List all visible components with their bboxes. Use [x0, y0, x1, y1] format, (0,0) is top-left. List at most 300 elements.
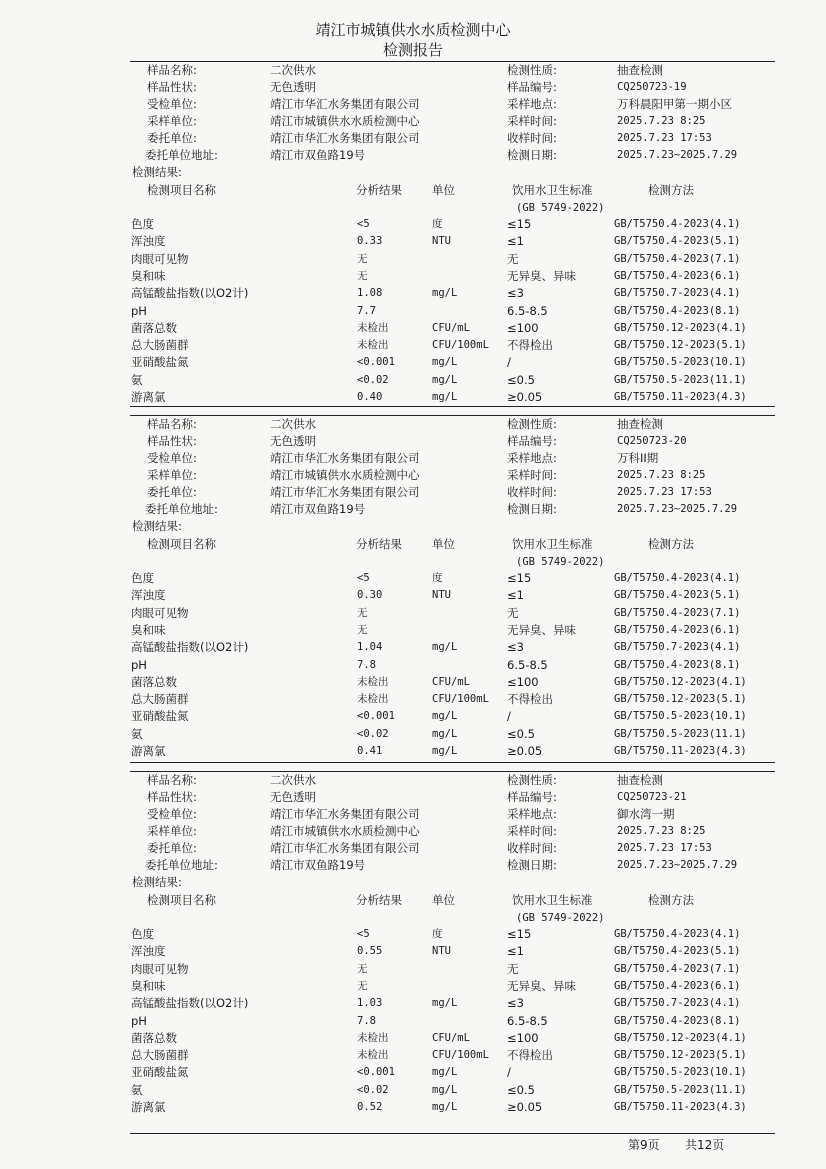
field-label: 样品性状: — [147, 434, 197, 448]
header-standard: 饮用水卫生标准 — [512, 183, 593, 197]
item-method: GB/T5750.5-2023(10.1) — [614, 356, 747, 369]
field-label: 委托单位地址: — [145, 858, 218, 872]
item-result: <0.02 — [357, 1083, 389, 1096]
item-result: 1.08 — [357, 287, 383, 300]
table-row — [0, 1064, 826, 1081]
item-unit: mg/L — [432, 287, 458, 300]
table-row — [0, 268, 826, 285]
item-standard: ≤0.5 — [507, 726, 535, 741]
results-label: 检测结果: — [132, 165, 182, 179]
header-result: 分析结果 — [356, 537, 402, 551]
item-unit: mg/L — [432, 710, 458, 723]
item-name: 肉眼可见物 — [131, 251, 189, 266]
item-result: 7.8 — [357, 658, 376, 671]
item-unit: mg/L — [432, 727, 458, 740]
item-method: GB/T5750.4-2023(4.1) — [614, 928, 741, 940]
item-result: <5 — [357, 572, 370, 584]
item-standard: ≥0.05 — [507, 390, 543, 404]
field-value: 2025.7.23~2025.7.29 — [617, 149, 738, 161]
field-value: 抽查检测 — [617, 773, 663, 787]
item-result: <0.001 — [357, 710, 395, 723]
field-value: 靖江市双鱼路19号 — [270, 858, 366, 872]
item-unit: NTU — [432, 945, 451, 958]
item-unit: CFU/mL — [432, 675, 470, 688]
field-value: 2025.7.23 17:53 — [617, 132, 712, 144]
item-name: 菌落总数 — [131, 1030, 177, 1045]
header-item: 检测项目名称 — [147, 537, 216, 551]
report-subtitle: 检测报告 — [382, 41, 443, 59]
item-method: GB/T5750.12-2023(5.1) — [614, 693, 747, 706]
field-value: 靖江市华汇水务集团有限公司 — [270, 485, 420, 499]
item-standard: ≤1 — [507, 944, 524, 959]
item-unit: mg/L — [432, 1066, 458, 1079]
item-result: 7.7 — [357, 304, 376, 317]
field-label: 受检单位: — [147, 97, 197, 111]
field-label: 采样单位: — [147, 114, 197, 128]
header-unit: 单位 — [432, 537, 455, 551]
item-method: GB/T5750.12-2023(5.1) — [614, 1049, 747, 1062]
item-standard: 无异臭、异味 — [507, 622, 576, 637]
table-row — [0, 726, 826, 743]
field-label: 委托单位地址: — [145, 502, 218, 516]
table-row — [0, 1082, 826, 1099]
item-standard: / — [507, 1065, 511, 1080]
info-row — [0, 130, 826, 147]
item-standard: 6.5-8.5 — [507, 1013, 548, 1028]
item-standard: ≤15 — [507, 927, 532, 941]
item-method: GB/T5750.4-2023(8.1) — [614, 304, 741, 317]
table-row — [0, 251, 826, 268]
header-result: 分析结果 — [356, 893, 402, 907]
item-unit: mg/L — [432, 356, 458, 369]
info-row — [0, 501, 826, 518]
item-name: 臭和味 — [131, 268, 166, 283]
item-name: 氨 — [131, 372, 143, 387]
item-result: 未检出 — [357, 693, 389, 706]
table-row — [0, 285, 826, 302]
item-unit: mg/L — [432, 373, 458, 386]
field-label: 样品性状: — [147, 80, 197, 94]
item-name: 高锰酸盐指数(以O2计) — [131, 996, 249, 1011]
item-result: 0.30 — [357, 589, 383, 602]
field-label: 样品编号: — [507, 790, 557, 804]
item-result: 未检出 — [357, 339, 389, 352]
item-method: GB/T5750.7-2023(4.1) — [614, 287, 741, 300]
item-unit: mg/L — [432, 1083, 458, 1096]
item-standard: 不得检出 — [507, 692, 553, 707]
field-label: 收样时间: — [507, 131, 557, 145]
item-method: GB/T5750.4-2023(7.1) — [614, 606, 741, 619]
info-row — [0, 823, 826, 840]
item-method: GB/T5750.11-2023(4.3) — [614, 745, 747, 757]
field-value: 靖江市华汇水务集团有限公司 — [270, 841, 420, 855]
field-label: 检测日期: — [507, 502, 557, 516]
table-row — [0, 320, 826, 337]
item-standard: ≤100 — [507, 674, 539, 689]
field-label: 样品编号: — [507, 80, 557, 94]
item-standard: 无异臭、异味 — [507, 268, 576, 283]
info-row — [0, 450, 826, 467]
field-value: 2025.7.23 8:25 — [617, 115, 706, 127]
info-row — [0, 484, 826, 501]
item-result: 0.40 — [357, 391, 383, 403]
item-method: GB/T5750.4-2023(4.1) — [614, 218, 741, 230]
item-method: GB/T5750.5-2023(11.1) — [614, 1083, 747, 1096]
item-method: GB/T5750.4-2023(6.1) — [614, 269, 741, 282]
field-value: 2025.7.23~2025.7.29 — [617, 503, 738, 515]
field-label: 委托单位地址: — [145, 148, 218, 162]
table-row — [0, 622, 826, 639]
field-value: 靖江市华汇水务集团有限公司 — [270, 131, 420, 145]
footer-line — [130, 1133, 775, 1134]
item-unit: CFU/100mL — [432, 693, 489, 706]
item-method: GB/T5750.5-2023(11.1) — [614, 373, 747, 386]
section-end-line — [130, 762, 775, 763]
item-result: <5 — [357, 218, 370, 230]
field-label: 委托单位: — [147, 485, 197, 499]
field-value: 2025.7.23 17:53 — [617, 486, 712, 498]
item-standard: 无 — [507, 961, 519, 976]
header-unit: 单位 — [432, 893, 455, 907]
item-name: 游离氯 — [131, 390, 166, 404]
item-name: 浑浊度 — [131, 944, 166, 959]
item-result: 0.41 — [357, 745, 383, 757]
item-standard: ≤3 — [507, 286, 524, 301]
info-row — [0, 147, 826, 164]
item-name: 总大肠菌群 — [131, 338, 189, 353]
table-row — [0, 570, 826, 587]
item-name: 肉眼可见物 — [131, 961, 189, 976]
item-standard: ≤1 — [507, 234, 524, 249]
info-row — [0, 789, 826, 806]
field-value: 2025.7.23 8:25 — [617, 469, 706, 481]
item-result: 未检出 — [357, 675, 389, 688]
field-label: 采样单位: — [147, 824, 197, 838]
item-unit: NTU — [432, 235, 451, 248]
item-standard: ≤15 — [507, 217, 532, 231]
item-unit: 度 — [432, 928, 443, 940]
item-standard: ≤3 — [507, 996, 524, 1011]
item-standard: ≥0.05 — [507, 744, 543, 758]
item-name: 总大肠菌群 — [131, 692, 189, 707]
field-label: 检测性质: — [507, 773, 557, 787]
item-result: 无 — [357, 962, 368, 975]
item-name: 臭和味 — [131, 978, 166, 993]
item-method: GB/T5750.5-2023(10.1) — [614, 1066, 747, 1079]
table-row — [0, 657, 826, 674]
item-name: 高锰酸盐指数(以O2计) — [131, 286, 249, 301]
field-label: 采样地点: — [507, 97, 557, 111]
item-method: GB/T5750.4-2023(7.1) — [614, 252, 741, 265]
field-label: 检测日期: — [507, 148, 557, 162]
field-label: 采样时间: — [507, 114, 557, 128]
field-value: 靖江市城镇供水水质检测中心 — [270, 468, 420, 482]
item-standard: ≤100 — [507, 1030, 539, 1045]
table-row — [0, 691, 826, 708]
table-row — [0, 995, 826, 1012]
item-result: 无 — [357, 269, 368, 282]
field-value: 2025.7.23 8:25 — [617, 825, 706, 837]
item-method: GB/T5750.12-2023(4.1) — [614, 1031, 747, 1044]
table-row — [0, 337, 826, 354]
info-row — [0, 433, 826, 450]
header-item: 检测项目名称 — [147, 893, 216, 907]
field-value: 万科II期 — [617, 451, 659, 465]
table-row — [0, 639, 826, 656]
table-row — [0, 389, 826, 406]
item-result: 无 — [357, 979, 368, 992]
item-standard: 不得检出 — [507, 338, 553, 353]
field-value: 靖江市城镇供水水质检测中心 — [270, 824, 420, 838]
field-value: 抽查检测 — [617, 63, 663, 77]
table-row — [0, 1030, 826, 1047]
table-row — [0, 978, 826, 995]
field-value: 抽查检测 — [617, 417, 663, 431]
item-name: 氨 — [131, 1082, 143, 1097]
item-unit: 度 — [432, 572, 443, 584]
field-label: 收样时间: — [507, 841, 557, 855]
table-row — [0, 233, 826, 250]
results-label: 检测结果: — [132, 875, 182, 889]
info-row — [0, 62, 826, 79]
item-result: <0.001 — [357, 356, 395, 369]
field-value: 2025.7.23 17:53 — [617, 842, 712, 854]
field-value: 无色透明 — [270, 434, 316, 448]
item-result: 7.8 — [357, 1014, 376, 1027]
item-method: GB/T5750.4-2023(6.1) — [614, 623, 741, 636]
item-result: 未检出 — [357, 1049, 389, 1062]
item-name: 高锰酸盐指数(以O2计) — [131, 640, 249, 655]
item-name: 游离氯 — [131, 1100, 166, 1114]
item-method: GB/T5750.4-2023(7.1) — [614, 962, 741, 975]
field-value: 2025.7.23~2025.7.29 — [617, 859, 738, 871]
field-value: 靖江市华汇水务集团有限公司 — [270, 451, 420, 465]
item-method: GB/T5750.4-2023(6.1) — [614, 979, 741, 992]
field-label: 样品性状: — [147, 790, 197, 804]
item-method: GB/T5750.11-2023(4.3) — [614, 1101, 747, 1113]
info-row — [0, 96, 826, 113]
item-name: 色度 — [131, 217, 154, 231]
item-method: GB/T5750.4-2023(8.1) — [614, 658, 741, 671]
item-method: GB/T5750.4-2023(5.1) — [614, 945, 741, 958]
info-row — [0, 772, 826, 789]
field-value: CQ250723-19 — [617, 81, 687, 93]
item-standard: ≤0.5 — [507, 372, 535, 387]
item-name: 总大肠菌群 — [131, 1048, 189, 1063]
item-name: 氨 — [131, 726, 143, 741]
item-name: 游离氯 — [131, 744, 166, 758]
item-method: GB/T5750.5-2023(10.1) — [614, 710, 747, 723]
item-standard: ≤1 — [507, 588, 524, 603]
field-value: 靖江市双鱼路19号 — [270, 148, 366, 162]
field-label: 采样时间: — [507, 824, 557, 838]
item-name: 菌落总数 — [131, 674, 177, 689]
field-label: 样品名称: — [147, 773, 197, 787]
item-unit: CFU/mL — [432, 321, 470, 334]
info-row — [0, 806, 826, 823]
header-result: 分析结果 — [356, 183, 402, 197]
item-name: 浑浊度 — [131, 588, 166, 603]
item-result: 1.04 — [357, 641, 383, 654]
item-result: 0.33 — [357, 235, 383, 248]
item-standard: / — [507, 355, 511, 370]
table-row — [0, 943, 826, 960]
item-standard: 6.5-8.5 — [507, 303, 548, 318]
field-value: 二次供水 — [270, 773, 316, 787]
item-name: 色度 — [131, 927, 154, 941]
table-row — [0, 372, 826, 389]
item-unit: mg/L — [432, 391, 458, 403]
table-row — [0, 216, 826, 233]
item-unit: 度 — [432, 218, 443, 230]
item-standard: ≥0.05 — [507, 1100, 543, 1114]
item-result: <0.02 — [357, 727, 389, 740]
item-method: GB/T5750.4-2023(5.1) — [614, 589, 741, 602]
item-name: pH — [131, 303, 147, 318]
field-value: 无色透明 — [270, 790, 316, 804]
field-label: 采样单位: — [147, 468, 197, 482]
field-value: 御水湾一期 — [617, 807, 675, 821]
item-name: pH — [131, 1013, 147, 1028]
header-unit: 单位 — [432, 183, 455, 197]
header-standard: 饮用水卫生标准 — [512, 893, 593, 907]
item-method: GB/T5750.4-2023(5.1) — [614, 235, 741, 248]
item-unit: mg/L — [432, 745, 458, 757]
table-row — [0, 926, 826, 943]
field-value: 靖江市华汇水务集团有限公司 — [270, 97, 420, 111]
item-result: 0.52 — [357, 1101, 383, 1113]
item-unit: mg/L — [432, 997, 458, 1010]
item-standard: ≤100 — [507, 320, 539, 335]
field-value: 二次供水 — [270, 417, 316, 431]
header-item: 检测项目名称 — [147, 183, 216, 197]
page-total: 共12页 — [685, 1138, 725, 1152]
table-row — [0, 303, 826, 320]
section-end-line — [130, 406, 775, 407]
field-label: 受检单位: — [147, 807, 197, 821]
report-title: 靖江市城镇供水水质检测中心 — [315, 21, 511, 39]
item-standard: 不得检出 — [507, 1048, 553, 1063]
item-method: GB/T5750.7-2023(4.1) — [614, 997, 741, 1010]
item-result: 无 — [357, 252, 368, 265]
info-row — [0, 857, 826, 874]
item-method: GB/T5750.4-2023(4.1) — [614, 572, 741, 584]
item-name: pH — [131, 657, 147, 672]
item-standard: 6.5-8.5 — [507, 657, 548, 672]
item-result: 无 — [357, 623, 368, 636]
item-method: GB/T5750.12-2023(5.1) — [614, 339, 747, 352]
item-standard: 无 — [507, 251, 519, 266]
item-result: 无 — [357, 606, 368, 619]
item-result: 未检出 — [357, 1031, 389, 1044]
item-unit: mg/L — [432, 1101, 458, 1113]
header-standard-code: (GB 5749-2022) — [516, 912, 605, 924]
item-name: 亚硝酸盐氮 — [131, 355, 189, 370]
field-label: 检测性质: — [507, 63, 557, 77]
item-result: 未检出 — [357, 321, 389, 334]
item-method: GB/T5750.12-2023(4.1) — [614, 675, 747, 688]
item-name: 臭和味 — [131, 622, 166, 637]
field-label: 样品名称: — [147, 417, 197, 431]
field-value: CQ250723-20 — [617, 435, 687, 447]
table-row — [0, 743, 826, 760]
table-row — [0, 674, 826, 691]
item-name: 亚硝酸盐氮 — [131, 709, 189, 724]
field-value: 万科晨阳甲第一期小区 — [617, 97, 732, 111]
item-name: 菌落总数 — [131, 320, 177, 335]
field-label: 收样时间: — [507, 485, 557, 499]
field-label: 采样地点: — [507, 807, 557, 821]
field-value: 靖江市双鱼路19号 — [270, 502, 366, 516]
field-label: 采样时间: — [507, 468, 557, 482]
field-value: 无色透明 — [270, 80, 316, 94]
header-standard: 饮用水卫生标准 — [512, 537, 593, 551]
item-method: GB/T5750.7-2023(4.1) — [614, 641, 741, 654]
item-result: <5 — [357, 928, 370, 940]
field-value: CQ250723-21 — [617, 791, 687, 803]
results-label: 检测结果: — [132, 519, 182, 533]
table-row — [0, 1099, 826, 1116]
item-method: GB/T5750.12-2023(4.1) — [614, 321, 747, 334]
item-method: GB/T5750.11-2023(4.3) — [614, 391, 747, 403]
info-row — [0, 840, 826, 857]
field-value: 二次供水 — [270, 63, 316, 77]
table-row — [0, 708, 826, 725]
item-standard: ≤3 — [507, 640, 524, 655]
item-standard: ≤0.5 — [507, 1082, 535, 1097]
header-method: 检测方法 — [648, 893, 694, 907]
page-number: 第9页 — [628, 1138, 660, 1152]
item-name: 浑浊度 — [131, 234, 166, 249]
item-standard: ≤15 — [507, 571, 532, 585]
field-label: 样品编号: — [507, 434, 557, 448]
info-row — [0, 467, 826, 484]
table-row — [0, 961, 826, 978]
table-row — [0, 1013, 826, 1030]
item-standard: 无异臭、异味 — [507, 978, 576, 993]
info-row — [0, 416, 826, 433]
item-name: 肉眼可见物 — [131, 605, 189, 620]
item-unit: NTU — [432, 589, 451, 602]
header-method: 检测方法 — [648, 537, 694, 551]
item-result: <0.001 — [357, 1066, 395, 1079]
field-label: 委托单位: — [147, 131, 197, 145]
item-result: 0.55 — [357, 945, 383, 958]
field-label: 受检单位: — [147, 451, 197, 465]
item-unit: CFU/100mL — [432, 339, 489, 352]
item-name: 色度 — [131, 571, 154, 585]
item-method: GB/T5750.5-2023(11.1) — [614, 727, 747, 740]
item-result: 1.03 — [357, 997, 383, 1010]
header-standard-code: (GB 5749-2022) — [516, 202, 605, 214]
table-row — [0, 605, 826, 622]
field-value: 靖江市华汇水务集团有限公司 — [270, 807, 420, 821]
header-standard-code: (GB 5749-2022) — [516, 556, 605, 568]
info-row — [0, 79, 826, 96]
item-unit: CFU/mL — [432, 1031, 470, 1044]
field-label: 采样地点: — [507, 451, 557, 465]
item-standard: / — [507, 709, 511, 724]
item-result: <0.02 — [357, 373, 389, 386]
item-standard: 无 — [507, 605, 519, 620]
table-row — [0, 354, 826, 371]
field-label: 检测性质: — [507, 417, 557, 431]
header-method: 检测方法 — [648, 183, 694, 197]
info-row — [0, 113, 826, 130]
item-unit: mg/L — [432, 641, 458, 654]
item-unit: CFU/100mL — [432, 1049, 489, 1062]
field-value: 靖江市城镇供水水质检测中心 — [270, 114, 420, 128]
